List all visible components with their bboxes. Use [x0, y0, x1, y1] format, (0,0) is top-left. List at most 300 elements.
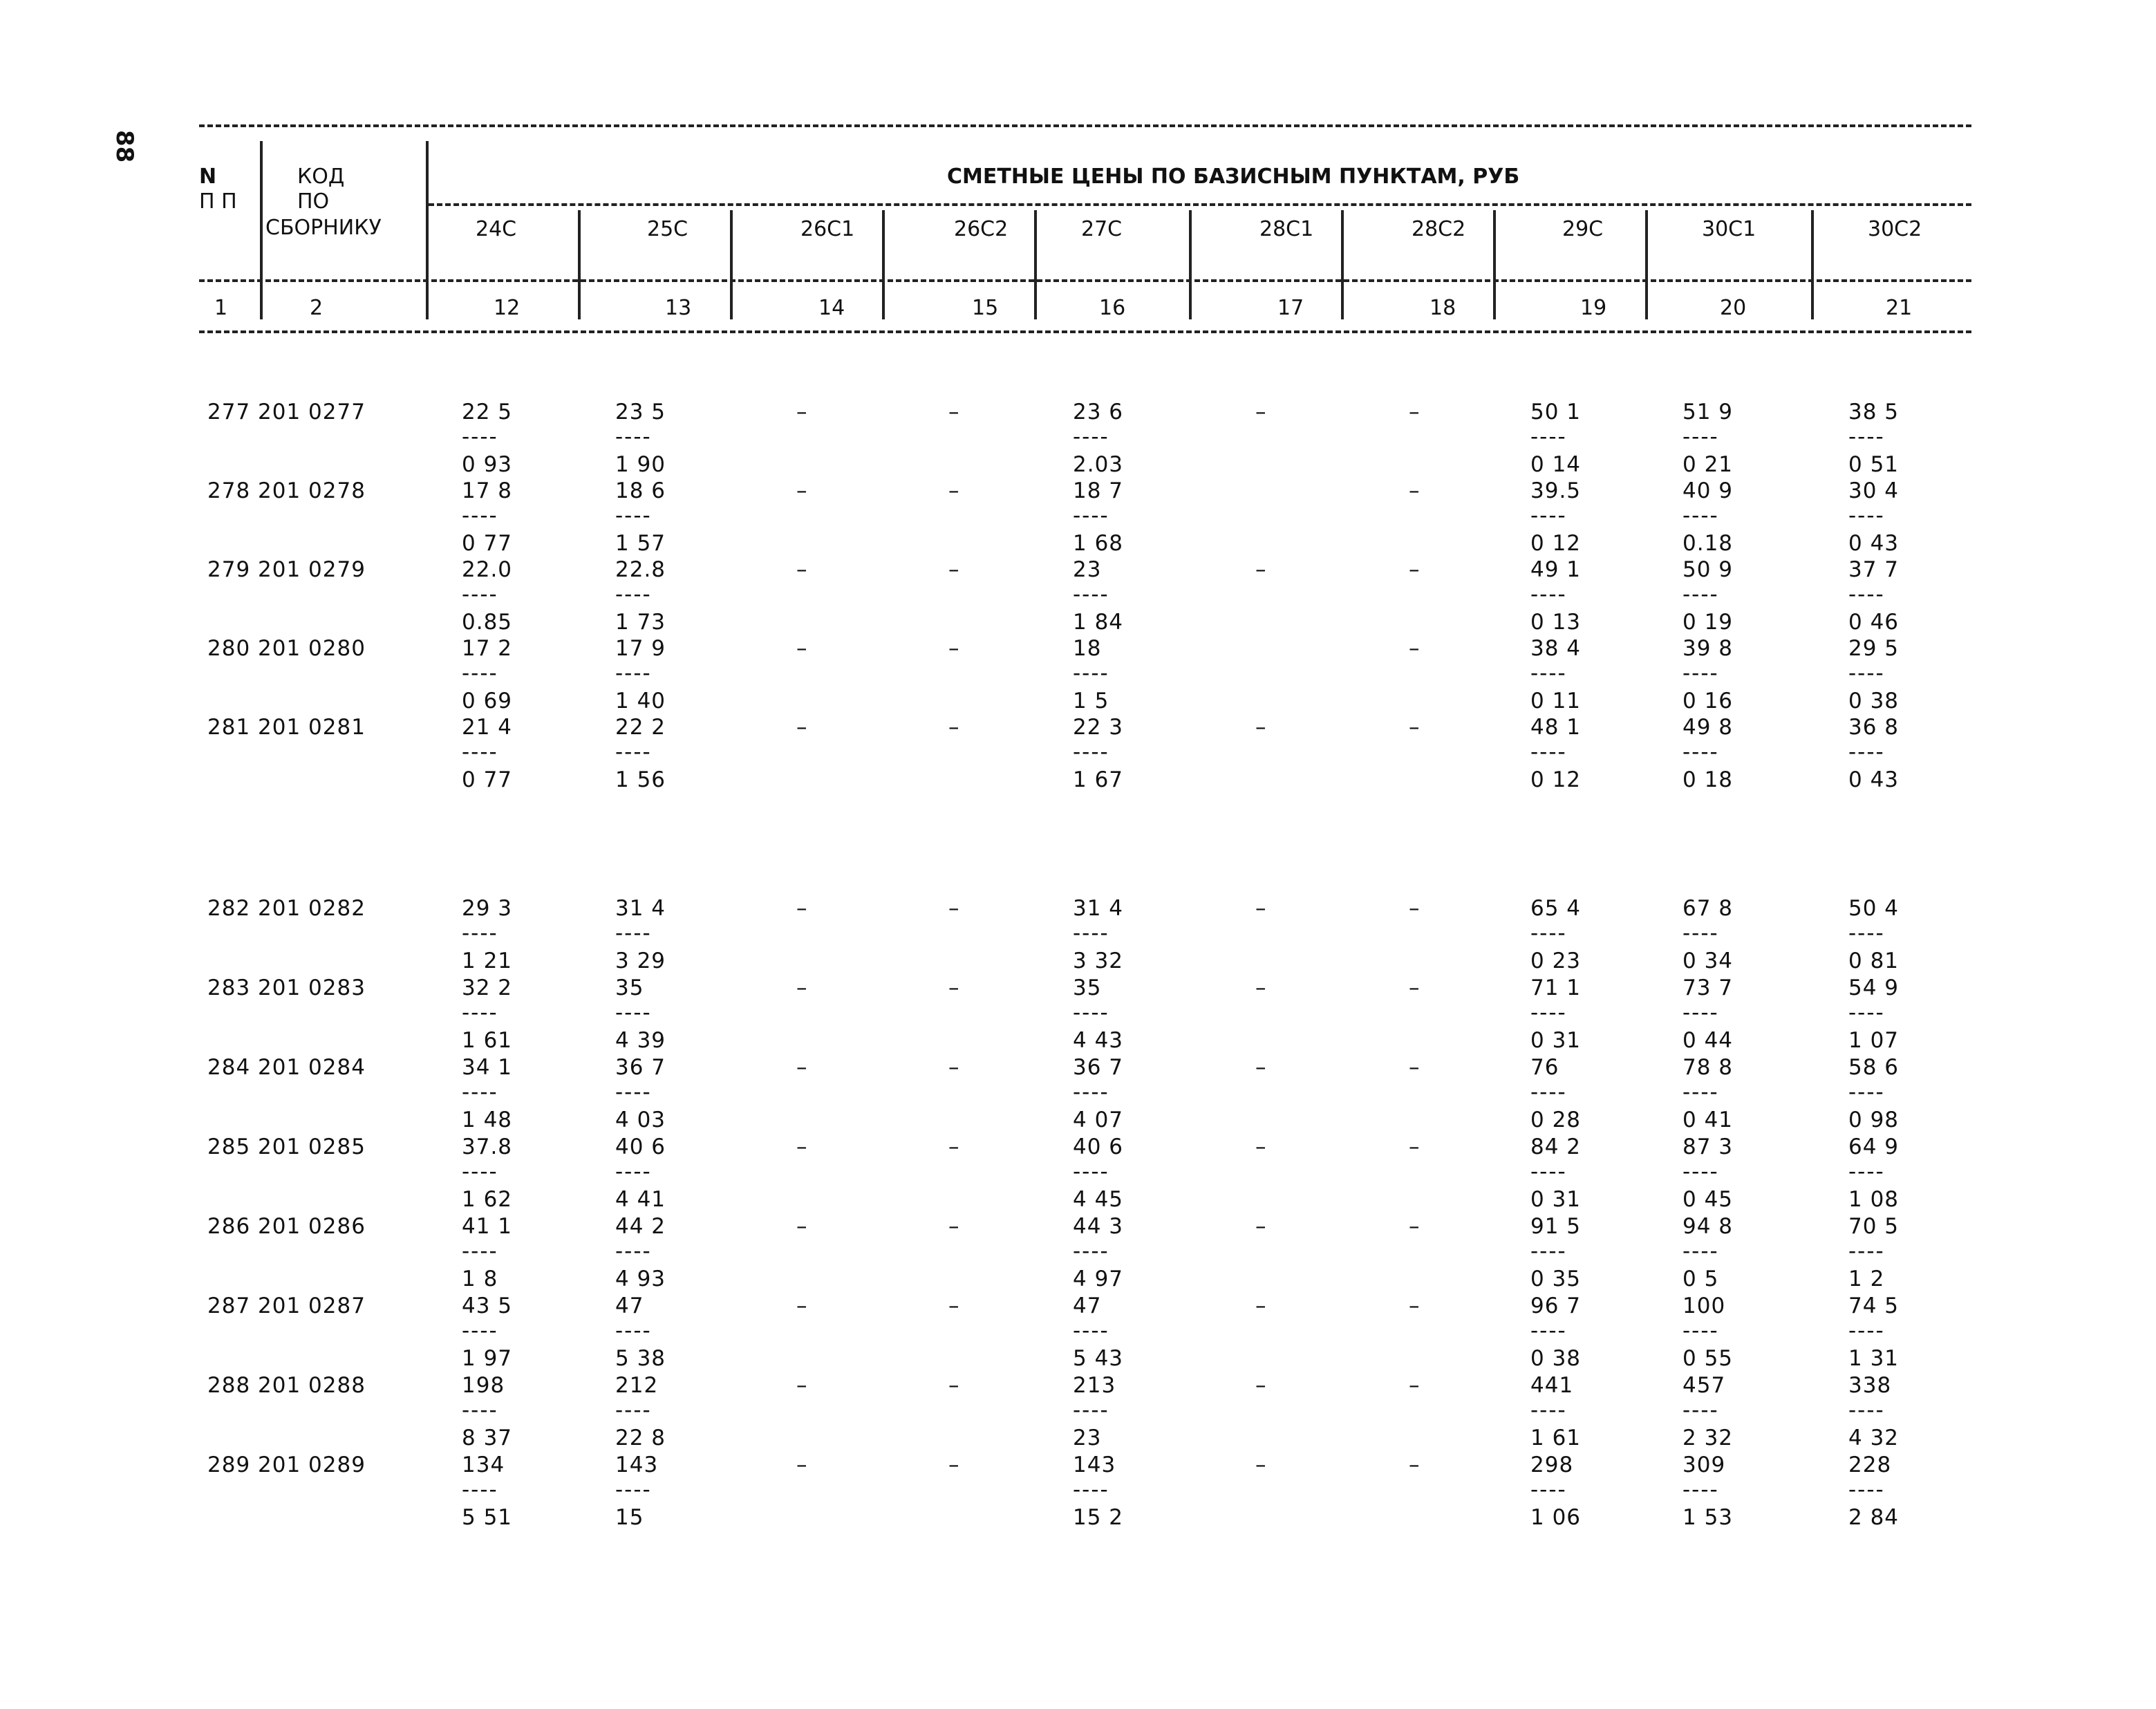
group1-cell-separator: ---- — [1073, 424, 1109, 449]
header-column-divider — [882, 210, 885, 319]
group1-empty-dash: – — [796, 636, 807, 661]
group2-cell-separator: ---- — [462, 921, 498, 946]
group2-row-id: 289 201 0289 — [207, 1453, 366, 1477]
group2-cell-top: 65 4 — [1530, 896, 1582, 921]
group2-cell-bottom: 1 06 — [1530, 1505, 1582, 1530]
header-code-line2: ПО — [297, 189, 330, 214]
group2-cell-separator: ---- — [1073, 1159, 1109, 1184]
group2-cell-separator: ---- — [1073, 1398, 1109, 1423]
group1-cell-top: 22 5 — [462, 400, 513, 424]
group2-cell-separator: ---- — [1682, 1159, 1719, 1184]
header-column-divider — [1493, 210, 1496, 319]
group1-cell-top: 50 1 — [1530, 400, 1582, 424]
group2-cell-bottom: 0 81 — [1848, 949, 1900, 973]
group2-cell-bottom: 1 2 — [1848, 1267, 1885, 1291]
group2-cell-bottom: 4 32 — [1848, 1426, 1900, 1450]
group2-cell-top: 143 — [1073, 1453, 1116, 1477]
group1-cell-bottom: 0 43 — [1848, 767, 1900, 792]
header-n-line2: П П — [199, 189, 237, 214]
group2-cell-bottom: 8 37 — [462, 1426, 513, 1450]
group2-empty-dash: – — [1409, 1055, 1420, 1080]
group2-cell-separator: ---- — [1848, 1239, 1885, 1264]
group1-cell-separator: ---- — [1530, 503, 1567, 528]
group2-cell-bottom: 0 38 — [1530, 1346, 1582, 1371]
group2-cell-separator: ---- — [615, 1398, 652, 1423]
group2-cell-separator: ---- — [462, 1239, 498, 1264]
group1-cell-top: 36 8 — [1848, 715, 1900, 740]
group1-empty-dash: – — [1255, 557, 1266, 582]
group1-row-id: 281 201 0281 — [207, 715, 366, 740]
group2-cell-separator: ---- — [615, 1159, 652, 1184]
group2-empty-dash: – — [1255, 1055, 1266, 1080]
group1-cell-separator: ---- — [1682, 582, 1719, 607]
group2-cell-top: 78 8 — [1682, 1055, 1734, 1080]
group2-cell-bottom: 1 8 — [462, 1267, 498, 1291]
group2-cell-bottom: 4 43 — [1073, 1028, 1124, 1053]
group2-empty-dash: – — [796, 896, 807, 921]
group2-empty-dash: – — [796, 1055, 807, 1080]
group1-cell-bottom: 1 40 — [615, 689, 666, 713]
group2-row-id: 285 201 0285 — [207, 1134, 366, 1159]
group2-cell-separator: ---- — [1682, 1000, 1719, 1025]
group2-cell-top: 43 5 — [462, 1294, 513, 1318]
group1-cell-separator: ---- — [1848, 503, 1885, 528]
group2-empty-dash: – — [1255, 1453, 1266, 1477]
header-point-8: 30С1 — [1702, 217, 1756, 241]
group2-cell-top: 40 6 — [615, 1134, 666, 1159]
group2-row-id: 284 201 0284 — [207, 1055, 366, 1080]
group1-empty-dash: – — [1409, 715, 1420, 740]
group2-cell-top: 198 — [462, 1373, 505, 1398]
group2-cell-separator: ---- — [615, 1080, 652, 1105]
header-column-divider — [1645, 210, 1648, 319]
group2-empty-dash: – — [948, 1453, 959, 1477]
group1-cell-top: 23 6 — [1073, 400, 1124, 424]
group2-cell-separator: ---- — [1848, 921, 1885, 946]
group2-cell-separator: ---- — [1073, 1080, 1109, 1105]
group2-cell-separator: ---- — [1682, 1080, 1719, 1105]
group1-cell-separator: ---- — [1530, 740, 1567, 765]
group2-cell-separator: ---- — [1530, 1159, 1567, 1184]
group2-empty-dash: – — [948, 1294, 959, 1318]
header-column-divider — [1189, 210, 1192, 319]
group2-cell-bottom: 1 61 — [462, 1028, 513, 1053]
group2-cell-bottom: 1 61 — [1530, 1426, 1582, 1450]
group1-cell-top: 23 5 — [615, 400, 666, 424]
group2-empty-dash: – — [1255, 1373, 1266, 1398]
group2-cell-top: 44 2 — [615, 1214, 666, 1239]
group2-cell-bottom: 1 62 — [462, 1187, 513, 1212]
group1-empty-dash: – — [796, 478, 807, 503]
group1-cell-bottom: 0 13 — [1530, 610, 1582, 635]
group2-cell-separator: ---- — [462, 1477, 498, 1502]
group1-cell-bottom: 0 14 — [1530, 452, 1582, 477]
group1-cell-bottom: 0 77 — [462, 767, 513, 792]
group2-cell-top: 29 3 — [462, 896, 513, 921]
group1-cell-bottom: 0 16 — [1682, 689, 1734, 713]
group1-cell-top: 48 1 — [1530, 715, 1582, 740]
group2-cell-bottom: 0 45 — [1682, 1187, 1734, 1212]
group2-cell-top: 457 — [1682, 1373, 1726, 1398]
group1-cell-separator: ---- — [462, 740, 498, 765]
group2-cell-top: 32 2 — [462, 975, 513, 1000]
group1-empty-dash: – — [796, 715, 807, 740]
group2-cell-bottom: 1 53 — [1682, 1505, 1734, 1530]
group2-cell-bottom: 4 41 — [615, 1187, 666, 1212]
header-col-number-21: 21 — [1886, 296, 1913, 320]
group2-cell-top: 74 5 — [1848, 1294, 1900, 1318]
header-point-0: 24С — [476, 217, 517, 241]
group2-empty-dash: – — [948, 1134, 959, 1159]
header-point-2: 26С1 — [800, 217, 855, 241]
group1-empty-dash: – — [948, 715, 959, 740]
group2-empty-dash: – — [948, 1055, 959, 1080]
group1-cell-top: 50 9 — [1682, 557, 1734, 582]
group2-cell-separator: ---- — [1530, 921, 1567, 946]
header-col-number-1: 1 — [214, 296, 228, 320]
group1-cell-bottom: 0 93 — [462, 452, 513, 477]
group1-cell-bottom: 1 68 — [1073, 531, 1124, 556]
group1-cell-bottom: 0 12 — [1530, 531, 1582, 556]
group1-cell-separator: ---- — [1073, 503, 1109, 528]
group2-cell-bottom: 1 31 — [1848, 1346, 1900, 1371]
group2-cell-top: 36 7 — [615, 1055, 666, 1080]
group1-cell-bottom: 0 77 — [462, 531, 513, 556]
group1-cell-bottom: 0 21 — [1682, 452, 1734, 477]
group1-cell-top: 49 8 — [1682, 715, 1734, 740]
group2-cell-bottom: 0 31 — [1530, 1028, 1582, 1053]
group1-cell-bottom: 0 46 — [1848, 610, 1900, 635]
group2-cell-top: 50 4 — [1848, 896, 1900, 921]
group2-cell-bottom: 1 97 — [462, 1346, 513, 1371]
group2-cell-bottom: 4 07 — [1073, 1108, 1124, 1132]
group2-cell-separator: ---- — [1682, 921, 1719, 946]
group2-cell-top: 31 4 — [615, 896, 666, 921]
group1-cell-separator: ---- — [1848, 424, 1885, 449]
group2-cell-top: 54 9 — [1848, 975, 1900, 1000]
group2-cell-separator: ---- — [462, 1318, 498, 1343]
group1-cell-bottom: 1 56 — [615, 767, 666, 792]
group1-cell-top: 17 8 — [462, 478, 513, 503]
group2-cell-top: 47 — [1073, 1294, 1102, 1318]
group2-cell-bottom: 4 39 — [615, 1028, 666, 1053]
group2-cell-bottom: 0 44 — [1682, 1028, 1734, 1053]
group2-cell-separator: ---- — [1848, 1159, 1885, 1184]
group2-cell-top: 94 8 — [1682, 1214, 1734, 1239]
header-column-divider — [260, 141, 263, 319]
group2-cell-separator: ---- — [615, 1000, 652, 1025]
group2-empty-dash: – — [796, 1294, 807, 1318]
group2-cell-bottom: 5 51 — [462, 1505, 513, 1530]
group2-cell-separator: ---- — [1073, 921, 1109, 946]
group1-cell-top: 18 6 — [615, 478, 666, 503]
header-sub-rule — [429, 203, 1971, 206]
group1-cell-separator: ---- — [615, 582, 652, 607]
group2-cell-top: 47 — [615, 1294, 644, 1318]
group1-cell-top: 37 7 — [1848, 557, 1900, 582]
group2-cell-separator: ---- — [1682, 1477, 1719, 1502]
group1-cell-separator: ---- — [1530, 424, 1567, 449]
group2-cell-top: 41 1 — [462, 1214, 513, 1239]
header-col-number-16: 16 — [1099, 296, 1126, 320]
group2-cell-top: 67 8 — [1682, 896, 1734, 921]
group2-cell-separator: ---- — [1848, 1318, 1885, 1343]
group1-empty-dash: – — [948, 557, 959, 582]
header-point-9: 30С2 — [1868, 217, 1922, 241]
group2-cell-top: 134 — [462, 1453, 505, 1477]
group1-cell-top: 22 3 — [1073, 715, 1124, 740]
group1-cell-separator: ---- — [1530, 582, 1567, 607]
group1-cell-bottom: 1 5 — [1073, 689, 1109, 713]
group2-empty-dash: – — [1255, 1134, 1266, 1159]
group1-cell-separator: ---- — [462, 661, 498, 686]
group2-empty-dash: – — [1255, 975, 1266, 1000]
group1-empty-dash: – — [1409, 478, 1420, 503]
group2-empty-dash: – — [796, 1134, 807, 1159]
group1-cell-bottom: 1 73 — [615, 610, 666, 635]
header-col-number-13: 13 — [665, 296, 692, 320]
group2-cell-separator: ---- — [462, 1398, 498, 1423]
page-number: 88 — [111, 130, 138, 163]
group2-cell-separator: ---- — [1073, 1477, 1109, 1502]
group2-row-id: 283 201 0283 — [207, 975, 366, 1000]
group1-cell-top: 23 — [1073, 557, 1102, 582]
group2-empty-dash: – — [1409, 1373, 1420, 1398]
group1-empty-dash: – — [1409, 400, 1420, 424]
header-top-rule — [199, 124, 1971, 127]
group1-cell-separator: ---- — [1682, 740, 1719, 765]
group2-cell-top: 71 1 — [1530, 975, 1582, 1000]
group1-cell-separator: ---- — [1073, 582, 1109, 607]
group2-empty-dash: – — [1255, 896, 1266, 921]
group2-cell-bottom: 0 35 — [1530, 1267, 1582, 1291]
group2-cell-bottom: 15 2 — [1073, 1505, 1124, 1530]
group1-row-id: 279 201 0279 — [207, 557, 366, 582]
header-n-line1: N — [199, 165, 217, 189]
group2-cell-separator: ---- — [1530, 1000, 1567, 1025]
group1-cell-separator: ---- — [1848, 740, 1885, 765]
group2-cell-bottom: 2 32 — [1682, 1426, 1734, 1450]
group2-cell-bottom: 2 84 — [1848, 1505, 1900, 1530]
group1-row-id: 278 201 0278 — [207, 478, 366, 503]
group2-cell-bottom: 1 48 — [462, 1108, 513, 1132]
group2-cell-top: 96 7 — [1530, 1294, 1582, 1318]
group2-cell-top: 76 — [1530, 1055, 1559, 1080]
group2-cell-bottom: 15 — [615, 1505, 644, 1530]
group2-empty-dash: – — [1409, 1214, 1420, 1239]
group2-cell-separator: ---- — [1530, 1239, 1567, 1264]
group2-cell-top: 213 — [1073, 1373, 1116, 1398]
group1-cell-bottom: 1 67 — [1073, 767, 1124, 792]
group2-row-id: 282 201 0282 — [207, 896, 366, 921]
group1-cell-bottom: 0.18 — [1682, 531, 1734, 556]
group2-cell-bottom: 0 5 — [1682, 1267, 1719, 1291]
group1-cell-bottom: 0 19 — [1682, 610, 1734, 635]
group1-cell-bottom: 1 84 — [1073, 610, 1124, 635]
group1-cell-top: 22.0 — [462, 557, 513, 582]
group1-cell-bottom: 1 90 — [615, 452, 666, 477]
group2-cell-top: 298 — [1530, 1453, 1574, 1477]
group2-cell-top: 91 5 — [1530, 1214, 1582, 1239]
group1-empty-dash: – — [948, 636, 959, 661]
group2-empty-dash: – — [796, 1214, 807, 1239]
group2-cell-top: 212 — [615, 1373, 659, 1398]
group1-cell-separator: ---- — [1530, 661, 1567, 686]
group1-cell-top: 49 1 — [1530, 557, 1582, 582]
group2-cell-separator: ---- — [1682, 1318, 1719, 1343]
group2-cell-top: 84 2 — [1530, 1134, 1582, 1159]
group1-cell-top: 18 — [1073, 636, 1102, 661]
group2-cell-bottom: 5 38 — [615, 1346, 666, 1371]
group1-row-id: 277 201 0277 — [207, 400, 366, 424]
group2-cell-top: 35 — [1073, 975, 1102, 1000]
header-point-3: 26С2 — [954, 217, 1009, 241]
group1-cell-top: 40 9 — [1682, 478, 1734, 503]
group2-cell-separator: ---- — [1073, 1318, 1109, 1343]
group2-cell-bottom: 0 41 — [1682, 1108, 1734, 1132]
group2-empty-dash: – — [796, 975, 807, 1000]
group2-cell-top: 35 — [615, 975, 644, 1000]
group1-cell-bottom: 0 51 — [1848, 452, 1900, 477]
group1-cell-bottom: 2.03 — [1073, 452, 1124, 477]
group1-empty-dash: – — [1409, 557, 1420, 582]
group2-cell-top: 73 7 — [1682, 975, 1734, 1000]
group2-row-id: 286 201 0286 — [207, 1214, 366, 1239]
group2-cell-bottom: 4 93 — [615, 1267, 666, 1291]
group2-cell-separator: ---- — [1530, 1080, 1567, 1105]
group1-cell-top: 22.8 — [615, 557, 666, 582]
group2-cell-separator: ---- — [1073, 1239, 1109, 1264]
group2-cell-separator: ---- — [615, 921, 652, 946]
group1-empty-dash: – — [796, 400, 807, 424]
group2-cell-bottom: 3 32 — [1073, 949, 1124, 973]
group2-cell-separator: ---- — [1530, 1398, 1567, 1423]
group1-cell-bottom: 0 12 — [1530, 767, 1582, 792]
group2-cell-separator: ---- — [1530, 1477, 1567, 1502]
group1-cell-top: 39.5 — [1530, 478, 1582, 503]
group2-cell-separator: ---- — [1682, 1398, 1719, 1423]
group1-cell-top: 21 4 — [462, 715, 513, 740]
group2-cell-top: 31 4 — [1073, 896, 1124, 921]
group2-cell-top: 100 — [1682, 1294, 1726, 1318]
group2-cell-bottom: 0 34 — [1682, 949, 1734, 973]
group1-cell-separator: ---- — [1848, 661, 1885, 686]
group2-cell-bottom: 4 97 — [1073, 1267, 1124, 1291]
group2-cell-separator: ---- — [1848, 1477, 1885, 1502]
group2-cell-top: 441 — [1530, 1373, 1574, 1398]
group2-empty-dash: – — [1409, 975, 1420, 1000]
group2-empty-dash: – — [796, 1373, 807, 1398]
group1-cell-separator: ---- — [1682, 503, 1719, 528]
header-col-number-2: 2 — [310, 296, 324, 320]
group1-empty-dash: – — [796, 557, 807, 582]
group1-cell-bottom: 1 57 — [615, 531, 666, 556]
header-column-divider — [1034, 210, 1037, 319]
header-col-number-12: 12 — [494, 296, 521, 320]
group2-cell-top: 338 — [1848, 1373, 1892, 1398]
group2-empty-dash: – — [948, 975, 959, 1000]
header-col-number-17: 17 — [1277, 296, 1304, 320]
group2-cell-separator: ---- — [1848, 1398, 1885, 1423]
group2-cell-separator: ---- — [462, 1159, 498, 1184]
group1-empty-dash: – — [948, 478, 959, 503]
group2-empty-dash: – — [1409, 1453, 1420, 1477]
group2-cell-top: 143 — [615, 1453, 659, 1477]
group1-cell-top: 38 4 — [1530, 636, 1582, 661]
group2-cell-bottom: 1 21 — [462, 949, 513, 973]
header-column-divider — [426, 141, 429, 319]
group2-empty-dash: – — [948, 1373, 959, 1398]
header-column-divider — [578, 210, 581, 319]
header-mid-rule — [199, 279, 1971, 282]
group1-empty-dash: – — [1255, 400, 1266, 424]
group2-row-id: 287 201 0287 — [207, 1294, 366, 1318]
header-column-divider — [1811, 210, 1814, 319]
group1-cell-bottom: 0 69 — [462, 689, 513, 713]
header-point-4: 27С — [1081, 217, 1123, 241]
group1-cell-separator: ---- — [462, 582, 498, 607]
group1-cell-top: 29 5 — [1848, 636, 1900, 661]
header-col-number-15: 15 — [972, 296, 999, 320]
group2-cell-separator: ---- — [1530, 1318, 1567, 1343]
group1-cell-separator: ---- — [462, 503, 498, 528]
group1-cell-bottom: 0 18 — [1682, 767, 1734, 792]
header-col-number-14: 14 — [818, 296, 845, 320]
group1-cell-bottom: 0 38 — [1848, 689, 1900, 713]
group2-cell-separator: ---- — [615, 1477, 652, 1502]
group1-empty-dash: – — [1409, 636, 1420, 661]
header-col-number-18: 18 — [1429, 296, 1456, 320]
group2-cell-top: 64 9 — [1848, 1134, 1900, 1159]
group2-empty-dash: – — [1409, 896, 1420, 921]
group1-row-id: 280 201 0280 — [207, 636, 366, 661]
group2-cell-separator: ---- — [615, 1239, 652, 1264]
group2-cell-separator: ---- — [615, 1318, 652, 1343]
group1-cell-separator: ---- — [462, 424, 498, 449]
group1-cell-top: 17 9 — [615, 636, 666, 661]
group1-cell-separator: ---- — [1848, 582, 1885, 607]
header-code-line3: СБОРНИКУ — [265, 216, 382, 240]
group2-empty-dash: – — [948, 1214, 959, 1239]
group1-empty-dash: – — [948, 400, 959, 424]
header-code-line1: КОД — [297, 165, 345, 189]
header-col-number-19: 19 — [1580, 296, 1607, 320]
group2-row-id: 288 201 0288 — [207, 1373, 366, 1398]
group1-cell-top: 30 4 — [1848, 478, 1900, 503]
group1-cell-top: 38 5 — [1848, 400, 1900, 424]
group2-cell-separator: ---- — [1848, 1000, 1885, 1025]
group1-cell-top: 39 8 — [1682, 636, 1734, 661]
header-bottom-rule — [199, 330, 1971, 333]
group2-cell-top: 70 5 — [1848, 1214, 1900, 1239]
group2-cell-top: 87 3 — [1682, 1134, 1734, 1159]
group1-cell-top: 18 7 — [1073, 478, 1124, 503]
header-point-7: 29С — [1562, 217, 1604, 241]
group2-cell-separator: ---- — [462, 1000, 498, 1025]
group2-cell-top: 40 6 — [1073, 1134, 1124, 1159]
group1-cell-separator: ---- — [615, 424, 652, 449]
group1-cell-separator: ---- — [1073, 740, 1109, 765]
group2-cell-top: 228 — [1848, 1453, 1892, 1477]
group2-empty-dash: – — [1409, 1294, 1420, 1318]
header-column-divider — [1341, 210, 1344, 319]
group1-cell-bottom: 0.85 — [462, 610, 513, 635]
group2-cell-bottom: 4 03 — [615, 1108, 666, 1132]
group2-cell-top: 309 — [1682, 1453, 1726, 1477]
group2-cell-bottom: 3 29 — [615, 949, 666, 973]
group1-empty-dash: – — [1255, 715, 1266, 740]
group1-cell-separator: ---- — [615, 661, 652, 686]
